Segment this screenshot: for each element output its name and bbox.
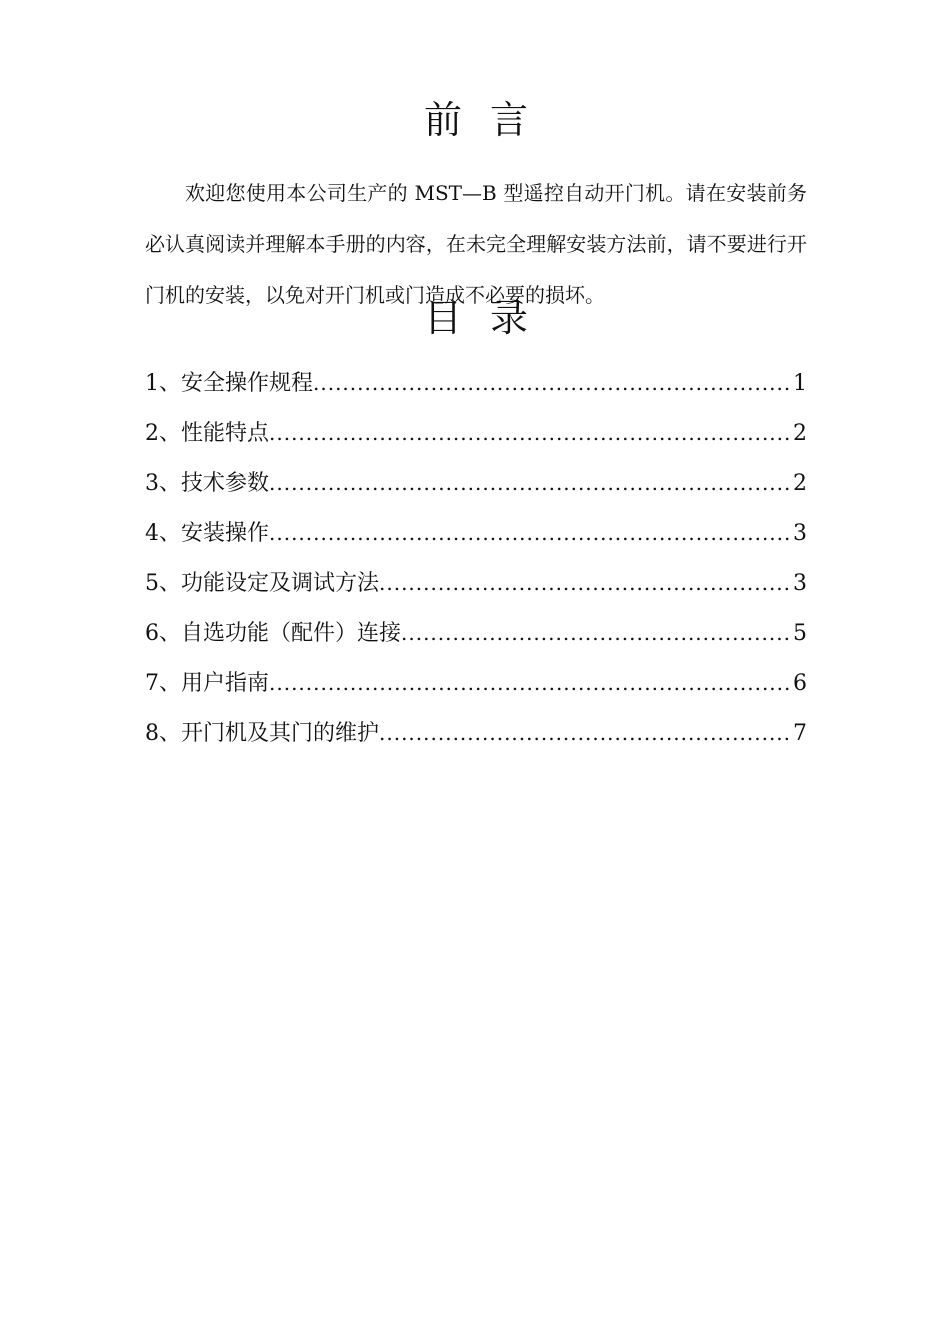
toc-item-5[interactable] — [145, 560, 807, 610]
toc-item-label: 3、技术参数 — [145, 471, 269, 496]
toc-item-7[interactable] — [145, 660, 807, 710]
toc-leader-dots — [379, 560, 791, 606]
toc-leader-dots — [313, 360, 791, 406]
toc-item-label: 7、用户指南 — [145, 671, 269, 696]
table-of-contents — [145, 360, 807, 760]
toc-page-number: 5 — [793, 621, 807, 646]
toc-item-3[interactable] — [145, 460, 807, 510]
toc-page-number: 2 — [793, 471, 807, 496]
toc-item-1[interactable] — [145, 360, 807, 410]
toc-item-label: 4、安装操作 — [145, 521, 269, 546]
toc-item-label: 2、性能特点 — [145, 421, 269, 446]
toc-item-8[interactable] — [145, 710, 807, 760]
preface-body: 欢迎您使用本公司生产的 MST—B 型遥控自动开门机。请在安装前务必认真阅读并理解本手册的内容，在未完全理解安装方法前，请不要进行开门机的安装，以免对开门机或门造成不必要的损坏。 — [145, 181, 807, 307]
toc-leader-dots — [401, 610, 791, 656]
toc-page-number: 2 — [793, 421, 807, 446]
toc-item-2[interactable] — [145, 410, 807, 460]
toc-leader-dots — [269, 410, 791, 456]
preface-title: 前言 — [423, 98, 556, 142]
toc-item-label: 1、安全操作规程 — [145, 371, 313, 396]
toc-leader-dots — [269, 510, 791, 556]
toc-item-label: 5、功能设定及调试方法 — [145, 571, 379, 596]
toc-leader-dots — [379, 710, 791, 756]
toc-page-number: 3 — [793, 571, 807, 596]
toc-item-4[interactable] — [145, 510, 807, 560]
toc-item-6[interactable] — [145, 610, 807, 660]
toc-page-number: 6 — [793, 671, 807, 696]
toc-title: 目录 — [423, 296, 556, 340]
toc-page-number: 3 — [793, 521, 807, 546]
toc-leader-dots — [269, 660, 791, 706]
toc-item-label: 8、开门机及其门的维护 — [145, 721, 379, 746]
toc-leader-dots — [269, 460, 791, 506]
toc-page-number: 7 — [793, 721, 807, 746]
toc-page-number: 1 — [793, 371, 807, 396]
toc-item-label: 6、自选功能（配件）连接 — [145, 621, 401, 646]
